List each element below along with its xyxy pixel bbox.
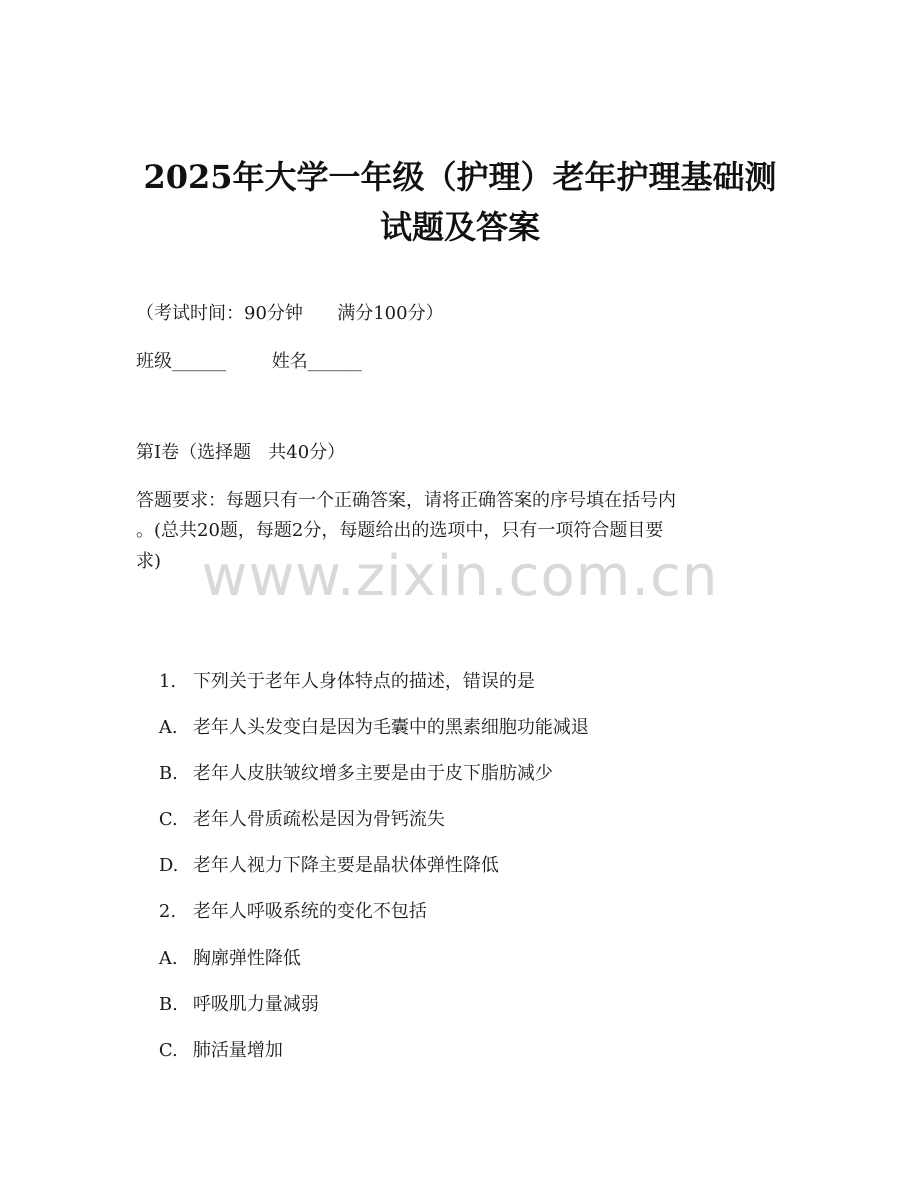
option-text: 胸廓弹性降低 — [192, 948, 301, 969]
option-letter: C. — [158, 809, 178, 830]
watermark: www.zixin.com.cn — [201, 544, 719, 609]
question-number: 1. — [158, 671, 177, 692]
option-letter: B. — [158, 994, 178, 1015]
option-letter: A. — [158, 717, 178, 738]
option-text: 肺活量增加 — [192, 1040, 283, 1061]
instructions-line-3: 求) — [136, 551, 162, 572]
instructions-line-1: 答题要求：每题只有一个正确答案，请将正确答案的序号填在括号内 — [136, 490, 676, 511]
option-text: 老年人头发变白是因为毛囊中的黑素细胞功能减退 — [192, 717, 589, 738]
option-text: 呼吸肌力量减弱 — [192, 994, 319, 1015]
document-title-line-2: 试题及答案 — [379, 208, 540, 246]
question-2-option-c — [136, 1012, 283, 1090]
option-text: 老年人皮肤皱纹增多主要是由于皮下脂肪减少 — [192, 763, 553, 784]
question-text: 下列关于老年人身体特点的描述，错误的是 — [192, 671, 535, 692]
option-letter: A. — [158, 948, 178, 969]
option-text: 老年人视力下降主要是晶状体弹性降低 — [192, 855, 499, 876]
question-text: 老年人呼吸系统的变化不包括 — [192, 901, 427, 922]
question-number: 2. — [158, 901, 177, 922]
class-name-line: 班级______ 姓名______ — [136, 351, 362, 372]
option-text: 老年人骨质疏松是因为骨钙流失 — [192, 809, 445, 830]
exam-info: （考试时间：90分钟 满分100分） — [136, 303, 444, 324]
option-letter: C. — [158, 1040, 178, 1061]
document-title-line-1: 2025年大学一年级（护理）老年护理基础测 — [143, 158, 777, 196]
option-letter: B. — [158, 763, 178, 784]
section-heading: 第I卷（选择题 共40分） — [136, 442, 346, 463]
option-letter: D. — [158, 855, 179, 876]
instructions-line-2: 。(总共20题，每题2分，每题给出的选项中，只有一项符合题目要 — [136, 520, 664, 541]
